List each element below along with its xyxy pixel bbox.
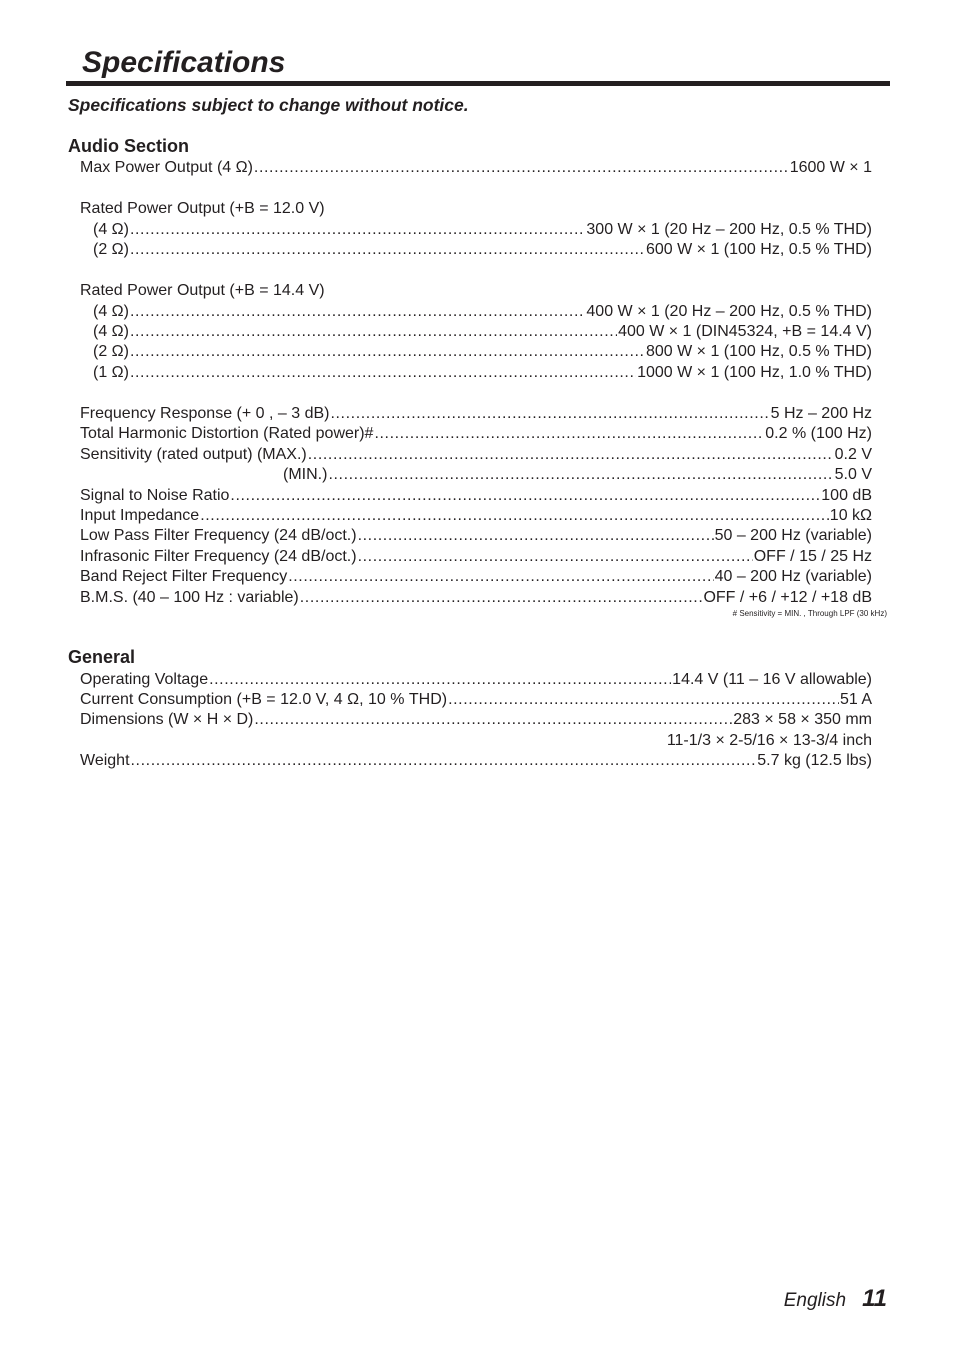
spec-row-rated-14v	[93, 302, 872, 322]
spec-row-thd	[80, 424, 872, 444]
leader-dots	[130, 342, 645, 362]
spec-label: Weight	[80, 752, 130, 769]
spec-row-bms	[80, 588, 872, 608]
spec-value: 40 – 200 Hz (variable)	[714, 568, 872, 585]
spec-row-rated-14v	[93, 363, 872, 383]
spec-value: 100 dB	[821, 487, 872, 504]
spec-label: Input Impedance	[80, 507, 200, 524]
leader-dots	[300, 588, 703, 608]
spec-value: 1000 W × 1 (100 Hz, 1.0 % THD)	[637, 364, 872, 381]
leader-dots	[200, 506, 829, 526]
spec-value: 5 Hz – 200 Hz	[770, 405, 872, 422]
spec-value: 600 W × 1 (100 Hz, 0.5 % THD)	[645, 241, 872, 258]
spec-label: Current Consumption (+B = 12.0 V, 4 Ω, 10 % THD)	[80, 691, 448, 708]
spec-row-rated-12v	[93, 220, 872, 240]
spec-label: Rated Power Output (+B = 14.4 V)	[80, 282, 325, 299]
leader-dots	[288, 567, 713, 587]
title-rule	[66, 81, 890, 86]
spec-label: Rated Power Output (+B = 12.0 V)	[80, 200, 325, 217]
spec-value: 0.2 V	[834, 446, 872, 463]
spec-row-band-reject	[80, 567, 872, 587]
spec-label: Max Power Output (4 Ω)	[80, 159, 253, 176]
spec-value: 400 W × 1 (20 Hz – 200 Hz, 0.5 % THD)	[586, 303, 872, 320]
spec-row-snr	[80, 486, 872, 506]
leader-dots	[308, 445, 834, 465]
spec-row-operating-voltage	[80, 670, 872, 690]
spec-value: 50 – 200 Hz (variable)	[714, 527, 872, 544]
spec-value: 400 W × 1 (DIN45324, +B = 14.4 V)	[618, 323, 872, 340]
footer-language: English	[783, 1290, 847, 1311]
leader-dots	[358, 526, 714, 546]
spec-row-sensitivity-max	[80, 445, 872, 465]
leader-dots	[358, 547, 753, 567]
spec-row-dimensions-inch	[80, 731, 872, 751]
spec-label: (2 Ω)	[93, 343, 129, 360]
audio-section-heading: Audio Section	[68, 136, 189, 156]
spec-label: (4 Ω)	[93, 323, 129, 340]
spec-label: Operating Voltage	[80, 671, 209, 688]
spec-label: (1 Ω)	[93, 364, 129, 381]
spec-row-max-power	[80, 158, 872, 178]
spec-row-rated-14v	[93, 342, 872, 362]
spec-value: 10 kΩ	[829, 507, 872, 524]
spec-value: 800 W × 1 (100 Hz, 0.5 % THD)	[645, 343, 872, 360]
spec-label: Low Pass Filter Frequency (24 dB/oct.)	[80, 527, 357, 544]
spec-label: Band Reject Filter Frequency	[80, 568, 288, 585]
leader-dots	[131, 751, 757, 771]
page-title: Specifications	[82, 46, 286, 79]
leader-dots	[130, 302, 585, 322]
leader-dots	[130, 363, 636, 383]
rated-14v-heading	[80, 281, 872, 301]
spec-row-infrasonic	[80, 547, 872, 567]
change-notice: Specifications subject to change without notice.	[68, 95, 469, 115]
spec-row-rated-14v	[93, 322, 872, 342]
leader-dots	[230, 486, 820, 506]
spec-row-dimensions	[80, 710, 872, 730]
leader-dots	[254, 710, 732, 730]
leader-dots	[130, 322, 617, 342]
spec-value: 5.0 V	[834, 466, 872, 483]
spec-row-rated-12v	[93, 240, 872, 260]
sensitivity-footnote: # Sensitivity = MIN. , Through LPF (30 kHz)	[732, 609, 887, 618]
spec-label: (MIN.)	[283, 466, 328, 483]
leader-dots	[330, 404, 769, 424]
spec-value: 51 A	[839, 691, 872, 708]
spec-row-current-consumption	[80, 690, 872, 710]
spec-value: 14.4 V (11 – 16 V allowable)	[672, 671, 872, 688]
spec-row-lpf	[80, 526, 872, 546]
spec-value: 283 × 58 × 350 mm	[733, 711, 872, 728]
leader-dots	[328, 465, 833, 485]
general-section-heading: General	[68, 647, 136, 667]
leader-dots	[374, 424, 764, 444]
spec-value: 5.7 kg (12.5 lbs)	[757, 752, 872, 769]
spec-row-frequency-response	[80, 404, 872, 424]
leader-dots	[130, 240, 645, 260]
spec-value: 300 W × 1 (20 Hz – 200 Hz, 0.5 % THD)	[586, 221, 872, 238]
spec-value: OFF / 15 / 25 Hz	[753, 548, 872, 565]
spec-label: Sensitivity (rated output) (MAX.)	[80, 446, 307, 463]
spec-value: 1600 W × 1	[789, 159, 872, 176]
spec-label: Dimensions (W × H × D)	[80, 711, 254, 728]
spec-value: 0.2 % (100 Hz)	[765, 425, 872, 442]
page-number: 11	[862, 1285, 887, 1312]
leader-dots	[448, 690, 839, 710]
spec-row-sensitivity-min	[80, 465, 872, 485]
spec-label: (4 Ω)	[93, 221, 129, 238]
spec-row-input-impedance	[80, 506, 872, 526]
spec-label: Infrasonic Filter Frequency (24 dB/oct.)	[80, 548, 357, 565]
spec-label: B.M.S. (40 – 100 Hz : variable)	[80, 589, 299, 606]
rated-12v-heading	[80, 199, 872, 219]
leader-dots	[130, 220, 585, 240]
leader-dots	[209, 670, 671, 690]
spec-label: Total Harmonic Distortion (Rated power)#	[80, 425, 374, 442]
spec-label: (2 Ω)	[93, 241, 129, 258]
spec-label: Frequency Response (+ 0 , – 3 dB)	[80, 405, 330, 422]
spec-value: OFF / +6 / +12 / +18 dB	[703, 589, 872, 606]
spec-value: 11-1/3 × 2-5/16 × 13-3/4 inch	[666, 732, 872, 749]
spec-label: (4 Ω)	[93, 303, 129, 320]
spec-label: Signal to Noise Ratio	[80, 487, 230, 504]
page-footer	[784, 1285, 887, 1313]
spec-row-weight	[80, 751, 872, 771]
leader-dots	[254, 158, 789, 178]
